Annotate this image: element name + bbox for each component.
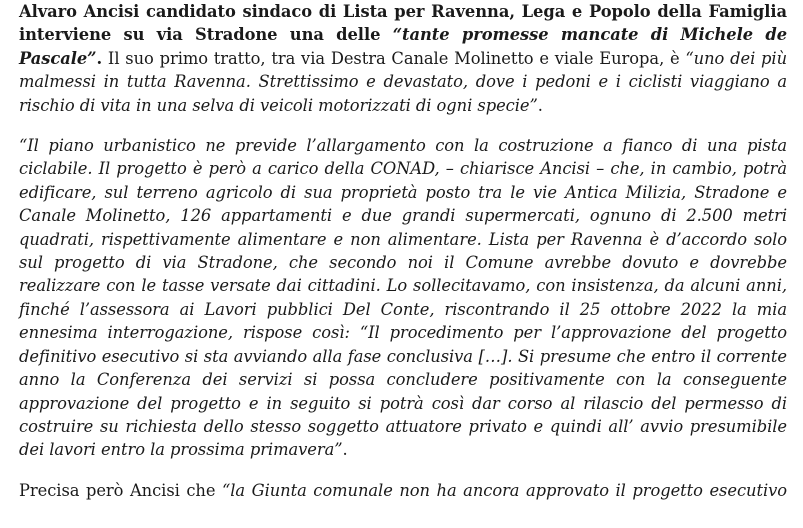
- headline-quote: “tante promesse mancate di Michele de Pascale”: [19, 25, 788, 68]
- headline-lead: Alvaro Ancisi candidato sindaco di Lista per Ravenna, Lega e Popolo della Famiglia interviene su via Stradone una delle: [19, 2, 787, 45]
- headline-period: .: [96, 48, 103, 68]
- conclusion-quote: “la Giunta comunale non ha ancora approvato il progetto esecutivo: [221, 480, 787, 500]
- intro-text: Il suo primo tratto, tra via Destra Canale Molinetto e viale Europa, è: [102, 48, 686, 68]
- intro-end: .: [537, 95, 543, 115]
- paragraph-intro: [19, 0, 787, 117]
- quote-end: .: [342, 440, 348, 460]
- article-body: [19, 0, 787, 519]
- paragraph-conclusion: [19, 479, 787, 502]
- intro-quote: “uno dei più malmessi in tutta Ravenna. Strettissimo e devastato, dove i pedoni e i ciclisti viaggiano a rischio di vita in una selva di veicoli motorizzati di ogni specie”: [19, 48, 788, 115]
- paragraph-quote: [19, 134, 787, 462]
- conclusion-text: Precisa però Ancisi che: [19, 480, 222, 500]
- ancisi-quote: “Il piano urbanistico ne previde l’allargamento con la costruzione a fianco di una pista ciclabile. Il progetto è però a carico della CONAD, – chiarisce Ancisi – che, in cambio, potrà edificare, sul terreno agricolo di sua proprietà posto tra le vie Antica Milizia, Stradone e Canale Molinetto, 126 appartamenti e due grandi supermercati, ognuno di 2.500 metri quadrati, rispettivamente alimentare e non alimentare. Lista per Ravenna è d’accordo solo sul progetto di via Stradone, che secondo noi il Comune avrebbe dovuto e dovrebbe realizzare con le tasse versate dai cittadini. Lo sollecitavamo, con insistenza, da alcuni anni, finché l’assessora ai Lavori pubblici Del Conte, riscontrando il 25 ottobre 2022 la mia ennesima interrogazione, rispose così: “Il procedimento per l’approvazione del progetto definitivo esecutivo si sta avviando alla fase conclusiva […]. Si presume che entro il corrente anno la Conferenza dei servizi si possa concludere positivamente con la conseguente approvazione del progetto e in seguito si potrà così dar corso al rilascio del permesso di costruire su richiesta dello stesso soggetto attuatore privato e quindi all’ avvio presumibile dei lavori entro la prossima primavera”: [19, 136, 787, 460]
